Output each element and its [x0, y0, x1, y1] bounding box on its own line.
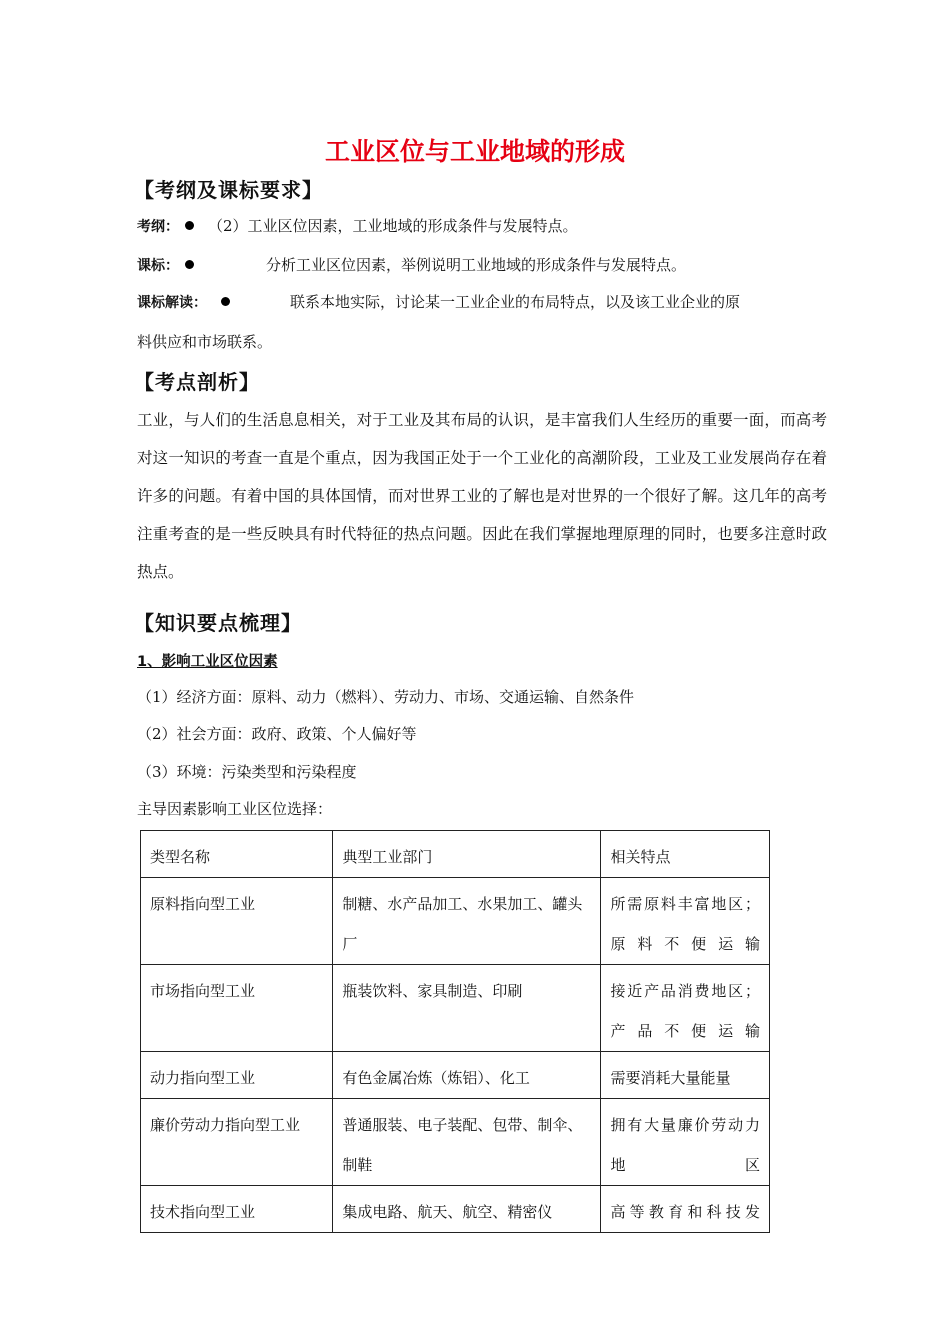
knowledge-item: （2）社会方面：政府、政策、个人偏好等 — [137, 725, 417, 743]
table-cell-type: 技术指向型工业 — [141, 1186, 333, 1233]
table-row — [141, 965, 770, 1052]
bullet-icon — [185, 221, 194, 230]
table-cell-industries: 集成电路、航天、航空、精密仪 — [333, 1186, 601, 1233]
interpretation-label: 课标解读： — [137, 295, 207, 311]
interpretation-text-2: 料供应和市场联系。 — [137, 333, 273, 351]
document-title: 工业区位与工业地域的形成 — [324, 137, 625, 166]
table-intro: 主导因素影响工业区位选择： — [137, 800, 333, 818]
bullet-icon — [185, 260, 194, 269]
table-cell-industries: 有色金属冶炼（炼铝）、化工 — [333, 1052, 601, 1099]
table-cell-features: 接近产品消费地区；产品不便运输 — [601, 965, 770, 1052]
table-header-row — [141, 831, 770, 878]
table-cell-industries: 普通服装、电子装配、包带、制伞、制鞋 — [333, 1099, 601, 1186]
table-cell-features: 所需原料丰富地区；原料不便运输 — [601, 878, 770, 965]
section-heading-requirements: 【考纲及课标要求】 — [134, 178, 323, 202]
section-heading-analysis: 【考点剖析】 — [134, 370, 260, 394]
table-cell-features: 拥有大量廉价劳动力地区 — [601, 1099, 770, 1186]
standard-text: 分析工业区位因素，举例说明工业地域的形成条件与发展特点。 — [266, 256, 687, 274]
outline-line — [137, 215, 578, 236]
interpretation-text-1: 联系本地实际，讨论某一工业企业的布局特点，以及该工业企业的原 — [290, 293, 741, 311]
table-cell-features: 需要消耗大量能量 — [601, 1052, 770, 1099]
table-cell-type: 原料指向型工业 — [141, 878, 333, 965]
interpretation-line — [137, 291, 740, 312]
table-row — [141, 1186, 770, 1233]
table-row — [141, 1052, 770, 1099]
table-cell-industries: 制糖、水产品加工、水果加工、罐头厂 — [333, 878, 601, 965]
knowledge-item: （1）经济方面：原料、动力（燃料）、劳动力、市场、交通运输、自然条件 — [137, 688, 635, 706]
table-row — [141, 878, 770, 965]
outline-text: （2）工业区位因素，工业地域的形成条件与发展特点。 — [208, 217, 578, 235]
location-factor-table — [140, 830, 770, 1233]
knowledge-subheading: 1、影响工业区位因素 — [137, 654, 278, 670]
knowledge-item: （3）环境：污染类型和污染程度 — [137, 763, 357, 781]
bullet-icon — [221, 297, 230, 306]
table-header-cell: 典型工业部门 — [333, 831, 601, 878]
analysis-paragraph: 工业，与人们的生活息息相关，对于工业及其布局的认识，是丰富我们人生经历的重要一面，而高考对这一知识的考查一直是个重点，因为我国正处于一个工业化的高潮阶段，工业及工业发展尚存在着许多的问题。有着中国的具体国情，而对世界工业的了解也是对世界的一个很好了解。这几年的高考注重考查的是一些反映具有时代特征的热点问题。因此在我们掌握地理原理的同时，也要多注意时政热点。 — [137, 411, 827, 581]
standard-label: 课标： — [137, 258, 179, 274]
standard-line — [137, 254, 686, 275]
table-cell-features: 高等教育和科技发 — [601, 1186, 770, 1233]
table-cell-industries: 瓶装饮料、家具制造、印刷 — [333, 965, 601, 1052]
section-heading-knowledge: 【知识要点梳理】 — [134, 611, 302, 635]
outline-label: 考纲： — [137, 219, 179, 235]
table-cell-type: 动力指向型工业 — [141, 1052, 333, 1099]
table-header-cell: 类型名称 — [141, 831, 333, 878]
table-cell-type: 廉价劳动力指向型工业 — [141, 1099, 333, 1186]
table-header-cell: 相关特点 — [601, 831, 770, 878]
table-cell-type: 市场指向型工业 — [141, 965, 333, 1052]
table-row — [141, 1099, 770, 1186]
